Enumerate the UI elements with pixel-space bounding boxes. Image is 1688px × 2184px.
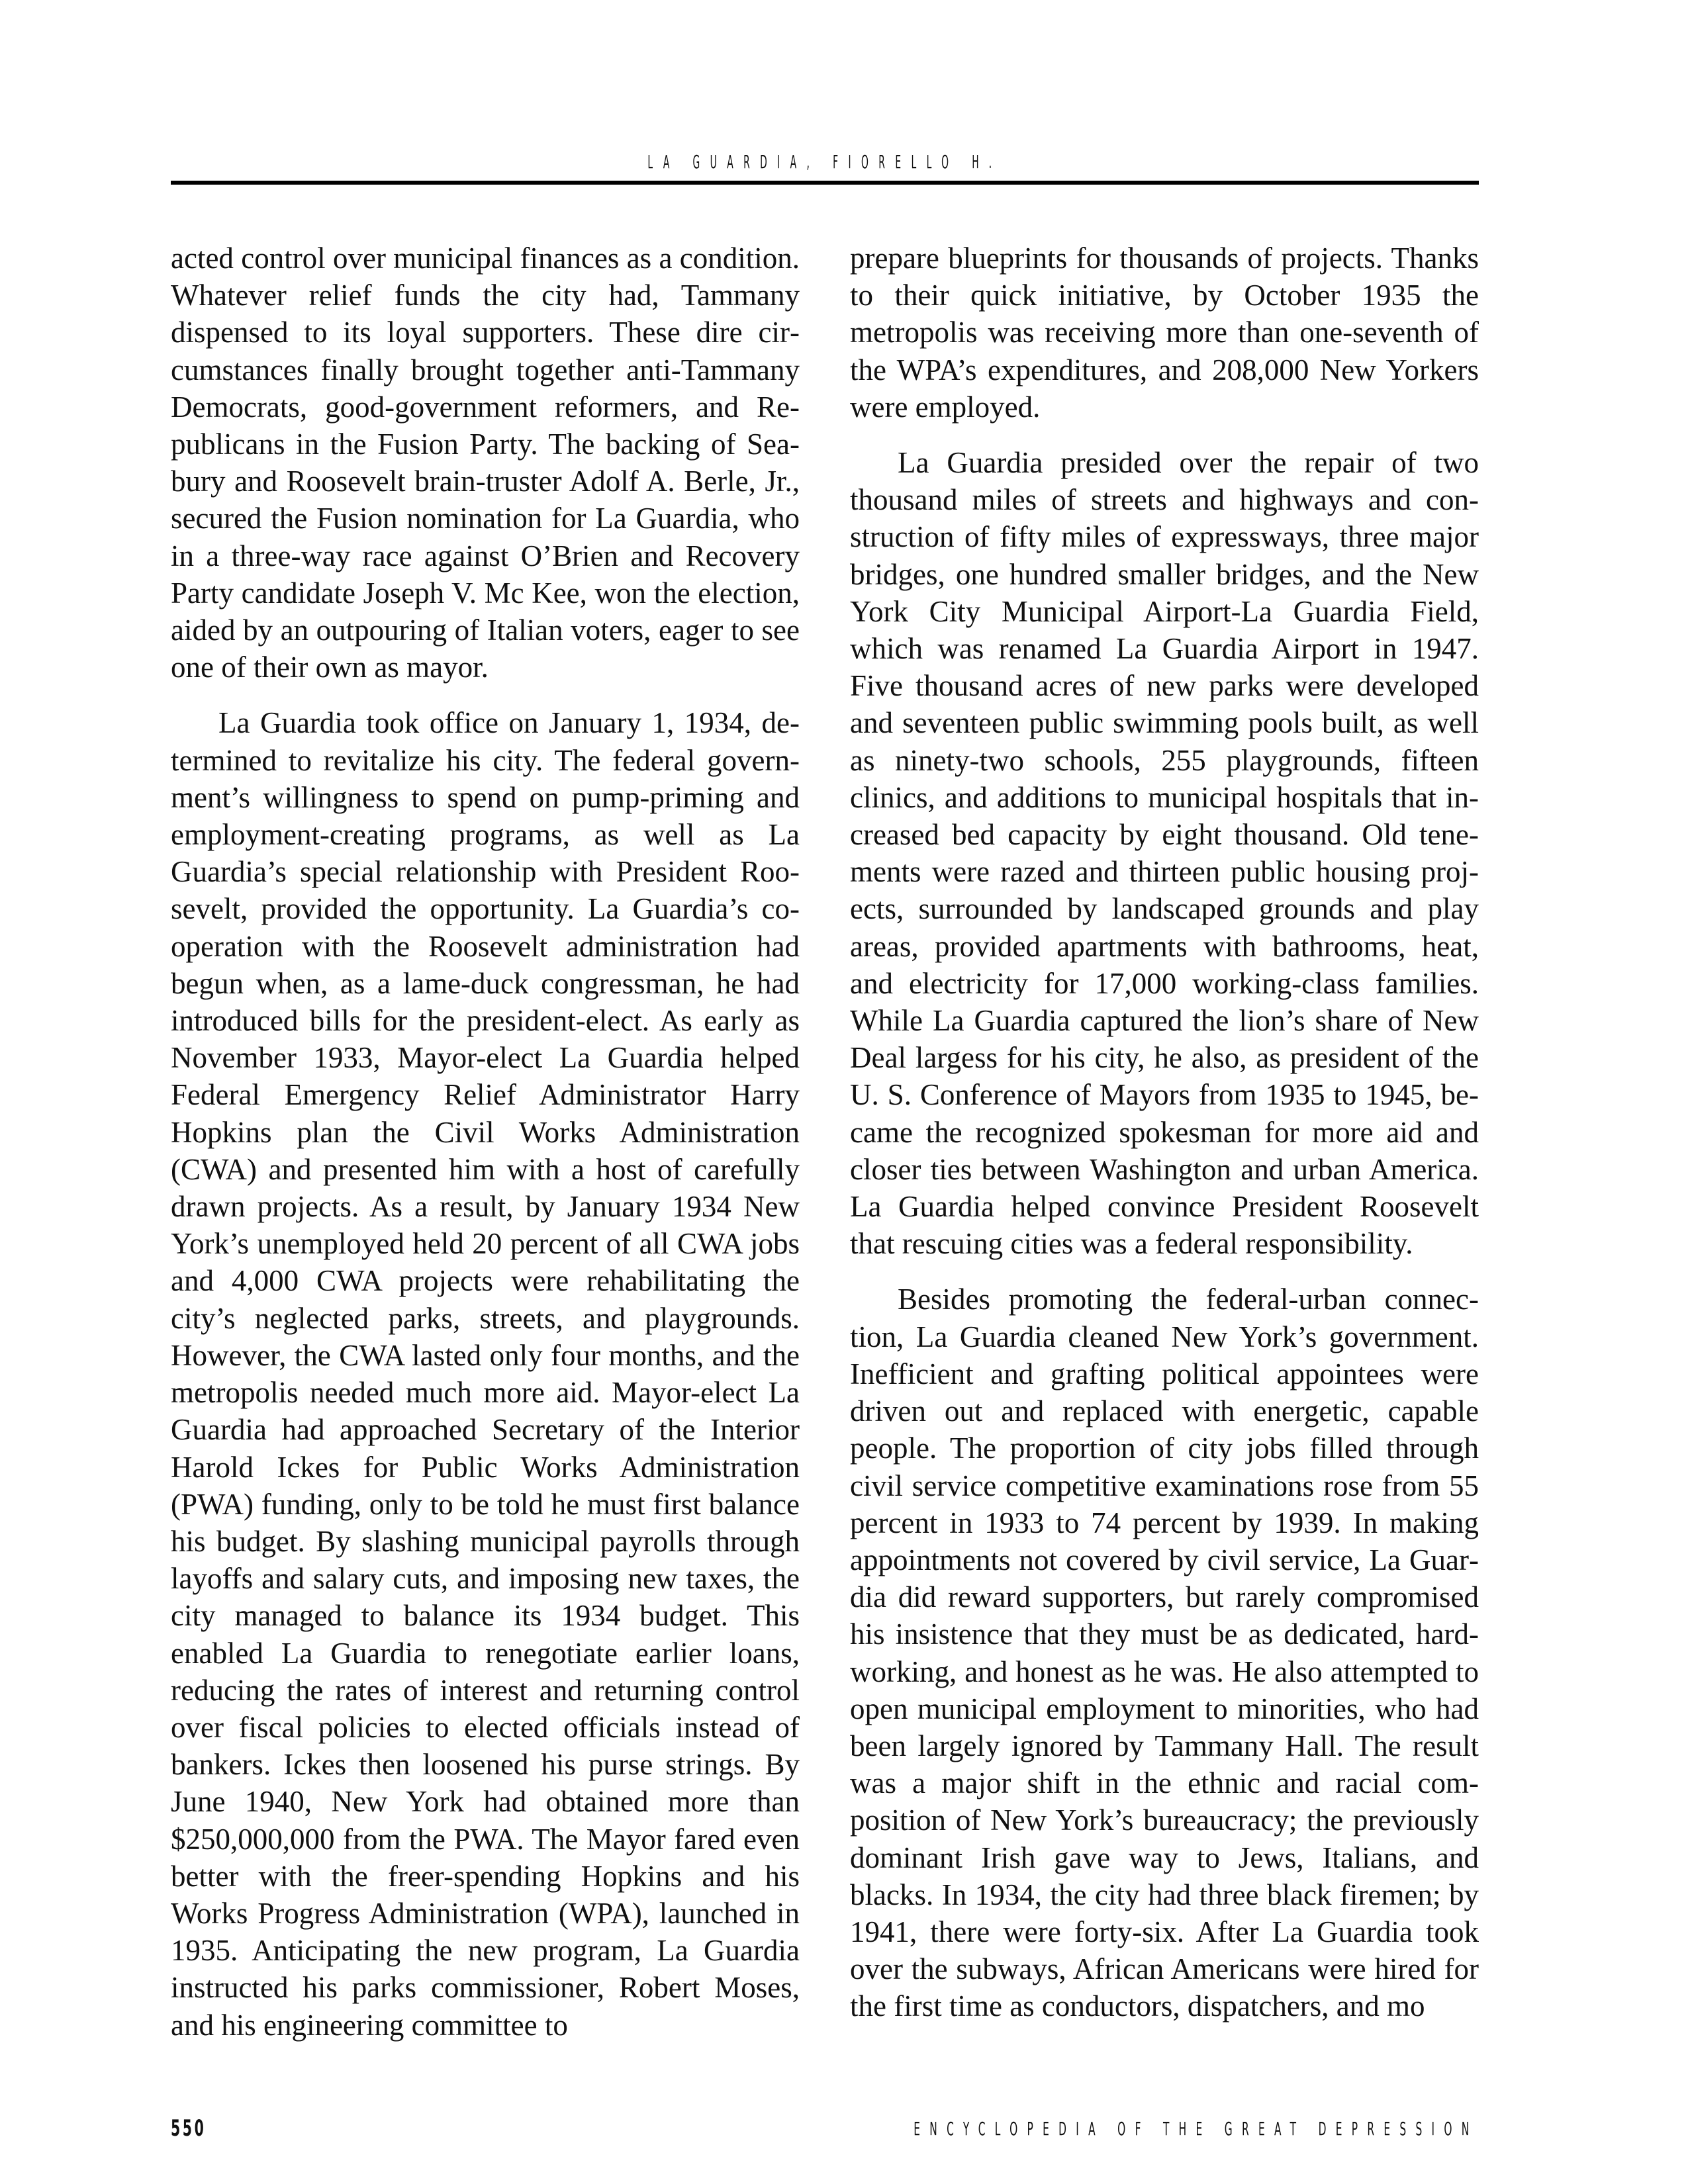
paragraph: La Guardia presided over the repair of two thousand miles of streets and highways and construction of fifty miles of expressways, three major bridges, one hundred smaller bridges, and the New York City Municipal Airport-La Guardia Field, which was renamed La Guardia Airport in 1947. Five thousand acres of new parks were developed and seventeen public swimming pools built, as well as ninety-two schools, 255 playgrounds, fifteen clinics, and additions to municipal hospitals that increased bed capacity by eight thousand. Old tenements were razed and thirteen public housing projects, surrounded by landscaped grounds and play areas, provided apartments with bathrooms, heat, and electricity for 17,000 working-class families. While La Guardia captured the lion’s share of New Deal largess for his city, he also, as president of the U. S. Conference of Mayors from 1935 to 1945, became the recognized spokesman for more aid and closer ties between Washington and urban America. La Guardia helped convince President Roosevelt that rescuing cities was a federal responsibility.: [850, 446, 1479, 1261]
paragraph: prepare blueprints for thousands of projects. Thanks to their quick initiative, by October 1935 the metropolis was receiving more than one-seventh of the WPA’s expenditures, and 208,000 New Yorkers were employed.: [850, 242, 1479, 424]
paragraph: Besides promoting the federal-urban connection, La Guardia cleaned New York’s government. Inefficient and grafting political appointees were driven out and replaced with energetic, capable people. The proportion of city jobs filled through civil service competitive examinations rose from 55 percent in 1933 to 74 percent by 1939. In making appointments not covered by civil service, La Guardia did reward supporters, but rarely compromised his insistence that they must be as dedicated, hard-working, and honest as he was. He also attempted to open municipal employment to minorities, who had been largely ignored by Tammany Hall. The result was a major shift in the ethnic and racial composition of New York’s bureaucracy; the previously dominant Irish gave way to Jews, Italians, and blacks. In 1934, the city had three black firemen; by 1941, there were forty-six. After La Guardia took over the subways, African Americans were hired for the first time as conductors, dispatchers, and mo: [850, 1283, 1479, 2023]
running-head: LA GUARDIA, FIORELLO H.: [647, 151, 1002, 173]
publication-title: ENCYCLOPEDIA OF THE GREAT DEPRESSION: [914, 2118, 1479, 2140]
paragraph: La Guardia took office on January 1, 1934, determined to revitalize his city. The federal government’s willingness to spend on pump-priming and employment-creating programs, as well as La Guardia’s special relationship with President Roosevelt, provided the opportunity. La Guardia’s cooperation with the Roosevelt administration had begun when, as a lame-duck congressman, he had introduced bills for the president-elect. As early as November 1933, Mayor-elect La Guardia helped Federal Emergency Relief Administrator Harry Hopkins plan the Civil Works Administration (CWA) and presented him with a host of carefully drawn projects. As a result, by January 1934 New York’s unemployed held 20 percent of all CWA jobs and 4,000 CWA projects were rehabilitating the city’s neglected parks, streets, and playgrounds. However, the CWA lasted only four months, and the metropolis needed much more aid. Mayor-elect La Guardia had approached Secretary of the Interior Harold Ickes for Public Works Administration (PWA) funding, only to be told he must first balance his budget. By slashing municipal payrolls through layoffs and salary cuts, and imposing new taxes, the city managed to balance its 1934 budget. This enabled La Guardia to renegotiate earlier loans, reducing the rates of interest and returning control over fiscal policies to elected officials instead of bankers. Ickes then loosened his purse strings. By June 1940, New York had obtained more than $250,000,000 from the PWA. The Mayor fared even better with the freer-spending Hopkins and his Works Progress Administration (WPA), launched in 1935. Anticipating the new program, La Guardia instructed his parks commissioner, Robert Moses, and his engineering committee to: [171, 706, 800, 2042]
right-column: [850, 240, 1479, 2044]
page-number: 550: [171, 2115, 207, 2142]
header-rule: [171, 181, 1479, 185]
left-column: [171, 240, 800, 2062]
paragraph: acted control over municipal finances as a condition. Whatever relief funds the city had, Tammany dispensed to its loyal supporters. These dire circumstances finally brought together anti-Tammany Democrats, good-government reformers, and Republicans in the Fusion Party. The backing of Seabury and Roosevelt brain-truster Adolf A. Berle, Jr., secured the Fusion nomination for La Guardia, who in a three-way race against O’Brien and Recovery Party candidate Joseph V. Mc Kee, won the election, aided by an outpouring of Italian voters, eager to see one of their own as mayor.: [171, 242, 800, 684]
